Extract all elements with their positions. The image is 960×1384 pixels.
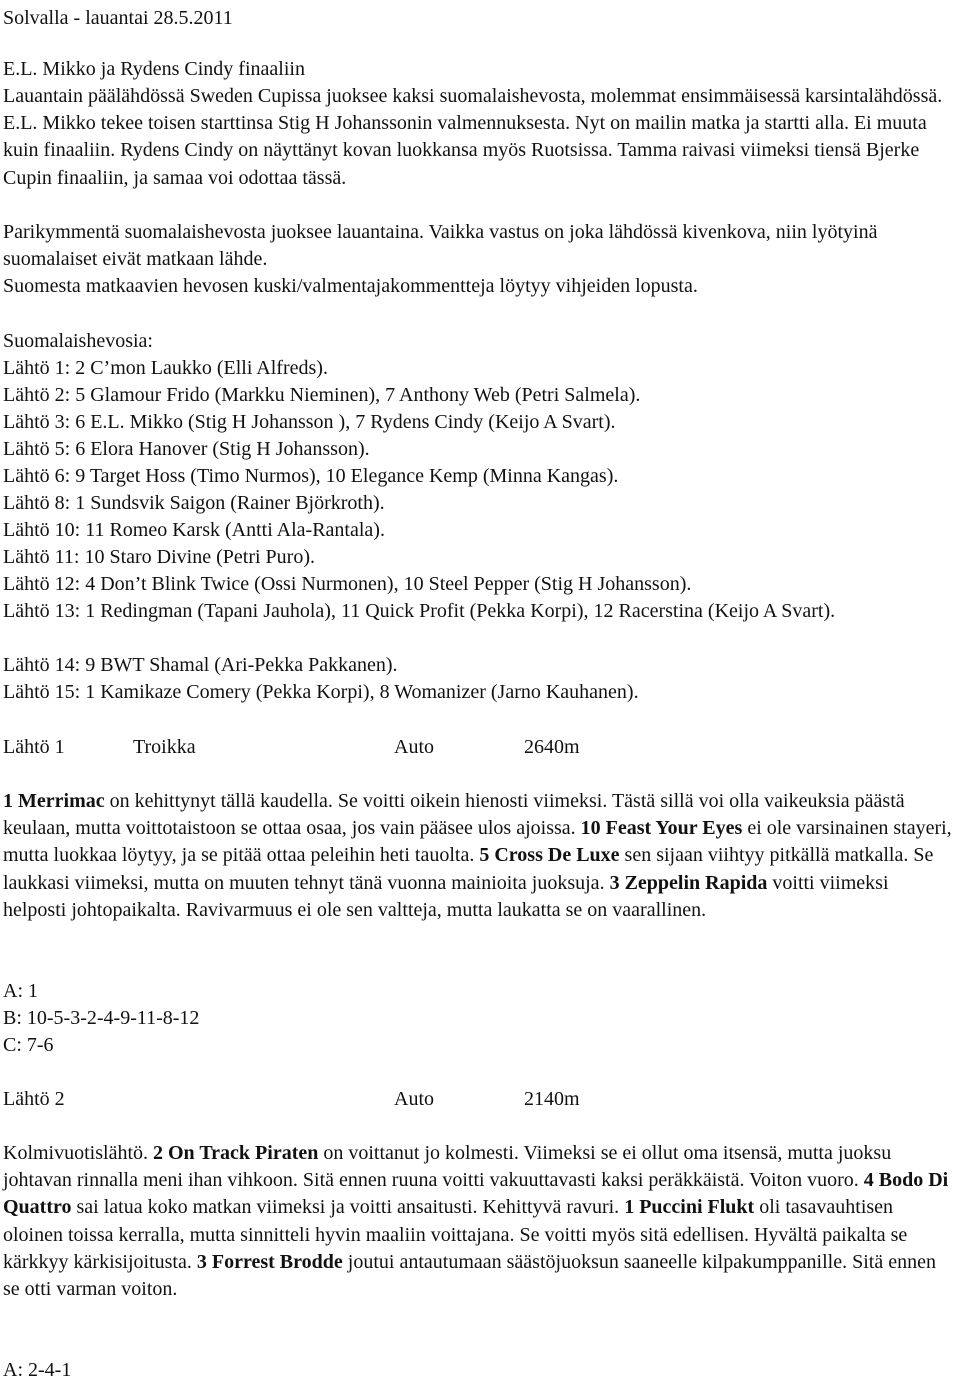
finnish-horse-entry: Lähtö 5: 6 Elora Hanover (Stig H Johansson). (3, 438, 370, 460)
commentary-text: ei ole varsinainen stayeri, mutta luokkaa löytyy, ja se pitää ottaa peleihin heti tauolta. (3, 817, 952, 867)
race-1-pick-c: C: 7-6 (3, 1034, 54, 1056)
intro-paragraph-3: Suomesta matkaavien hevosen kuski/valmentajakommentteja löytyy vihjeiden lopusta. (3, 275, 698, 297)
finnish-horse-entry: Lähtö 2: 5 Glamour Frido (Markku Nieminen), 7 Anthony Web (Petri Salmela). (3, 384, 641, 406)
commentary-text: oli tasavauhtisen oloinen toissa kerralla, mutta sinnitteli hyvin maaliin voittajana. Se voitti myös sitä edellisen. Hyvältä paikalta se kärkkyy kärkisijoitusta. (3, 1196, 908, 1273)
finnish-horse-entry: Lähtö 1: 2 C’mon Laukko (Elli Alfreds). (3, 357, 328, 379)
race-2-header (3, 1086, 953, 1114)
horse-name: 3 Forrest Brodde (196, 1250, 343, 1273)
finnish-horse-entry: Lähtö 8: 1 Sundsvik Saigon (Rainer Björkroth). (3, 492, 385, 514)
horse-name: 3 Zeppelin Rapida (609, 871, 768, 894)
horse-name: 4 Bodo Di Quattro (3, 1169, 949, 1219)
finnish-horse-entry: Lähtö 6: 9 Target Hoss (Timo Nurmos), 10 Elegance Kemp (Minna Kangas). (3, 465, 619, 487)
race-distance: 2140m (524, 1088, 580, 1110)
commentary-text: on voittanut jo kolmesti. Viimeksi se ei ollut oma itsensä, mutta juoksu johtavan rinnalla meni ihan vihkoon. Sitä ennen ruuna voitti vakuuttavasti kaksi peräkkäistä. Voiton vuoro. (3, 1142, 892, 1192)
race-label: Lähtö 2 (3, 1088, 65, 1110)
race-distance: 2640m (524, 736, 580, 758)
finnish-horse-entry: Lähtö 3: 6 E.L. Mikko (Stig H Johansson ), 7 Rydens Cindy (Keijo A Svart). (3, 411, 616, 433)
race-2-pick-a: A: 2-4-1 (3, 1359, 72, 1381)
finnish-horse-entry: Lähtö 14: 9 BWT Shamal (Ari-Pekka Pakkanen). (3, 654, 398, 676)
race-1-pick-b: B: 10-5-3-2-4-9-11-8-12 (3, 1007, 200, 1029)
commentary-text: on kehittynyt tällä kaudella. Se voitti oikein hienosti viimeksi. Tästä sillä voi olla vaikeuksia päästä keulaan, mutta voittotaistoon se ottaa osaa, jos vain pääsee ulos ajoissa. (3, 790, 905, 840)
finnish-horse-entry: Lähtö 10: 11 Romeo Karsk (Antti Ala-Rantala). (3, 519, 385, 541)
horse-name: 5 Cross De Luxe (479, 844, 620, 867)
commentary-text: sen sijaan viihtyy pitkällä matkalla. Se laukkasi viimeksi, mutta on muuten tehnyt tänä vuonna mainioita juoksuja. (3, 844, 934, 894)
commentary-text: Kolmivuotislähtö. (3, 1142, 153, 1164)
race-label: Lähtö 1 (3, 736, 65, 758)
finnish-horses-heading: Suomalaishevosia: (3, 330, 153, 352)
finnish-horse-entry: Lähtö 15: 1 Kamikaze Comery (Pekka Korpi), 8 Womanizer (Jarno Kauhanen). (3, 681, 639, 703)
horse-name: 2 On Track Piraten (153, 1142, 319, 1164)
finnish-horse-entry: Lähtö 13: 1 Redingman (Tapani Jauhola), 11 Quick Profit (Pekka Korpi), 12 Racerstina (Keijo A Svart). (3, 600, 836, 622)
intro-paragraph-2: Parikymmentä suomalaishevosta juoksee lauantaina. Vaikka vastus on joka lähdössä kivenkova, niin lyötyinä suomalaiset eivät matkaan lähde. (3, 221, 878, 271)
page-title: Solvalla - lauantai 28.5.2011 (3, 7, 233, 29)
horse-name: 10 Feast Your Eyes (580, 817, 743, 840)
race-2-commentary (3, 1140, 953, 1303)
finnish-horse-entry: Lähtö 12: 4 Don’t Blink Twice (Ossi Nurmonen), 10 Steel Pepper (Stig H Johansson). (3, 573, 692, 595)
race-name: Troikka (133, 736, 196, 758)
race-start-type: Auto (394, 1088, 434, 1110)
commentary-text: sai latua koko matkan viimeksi ja voitti ansaitusti. Kehittyvä ravuri. (71, 1196, 625, 1219)
horse-name: 1 Puccini Flukt (624, 1196, 755, 1219)
intro-paragraph-1: Lauantain päälähdössä Sweden Cupissa juoksee kaksi suomalaishevosta, molemmat ensimmäisessä karsintalähdössä. E.L. Mikko tekee toisen starttinsa Stig H Johanssonin valmennuksesta. Nyt on mailin matka ja startti alla. Ei muuta kuin finaaliin. Rydens Cindy on näyttänyt kovan luokkansa myös Ruotsissa. Tamma raivasi viimeksi tiensä Bjerke Cupin finaaliin, ja samaa voi odottaa tässä. (3, 85, 943, 189)
race-1-pick-a: A: 1 (3, 980, 38, 1002)
race-1-header (3, 734, 953, 762)
horse-name: 1 Merrimac (3, 790, 105, 812)
headline: E.L. Mikko ja Rydens Cindy finaaliin (3, 58, 305, 80)
race-1-commentary (3, 788, 953, 924)
race-start-type: Auto (394, 736, 434, 758)
finnish-horse-entry: Lähtö 11: 10 Staro Divine (Petri Puro). (3, 546, 315, 568)
commentary-text: joutui antautumaan säästöjuoksun saaneelle kilpakumppanille. Sitä ennen se otti varman voiton. (3, 1250, 936, 1301)
commentary-text: voitti viimeksi helposti johtopaikalta. Ravivarmuus ei ole sen valtteja, mutta laukatta se on vaarallinen. (3, 871, 889, 921)
